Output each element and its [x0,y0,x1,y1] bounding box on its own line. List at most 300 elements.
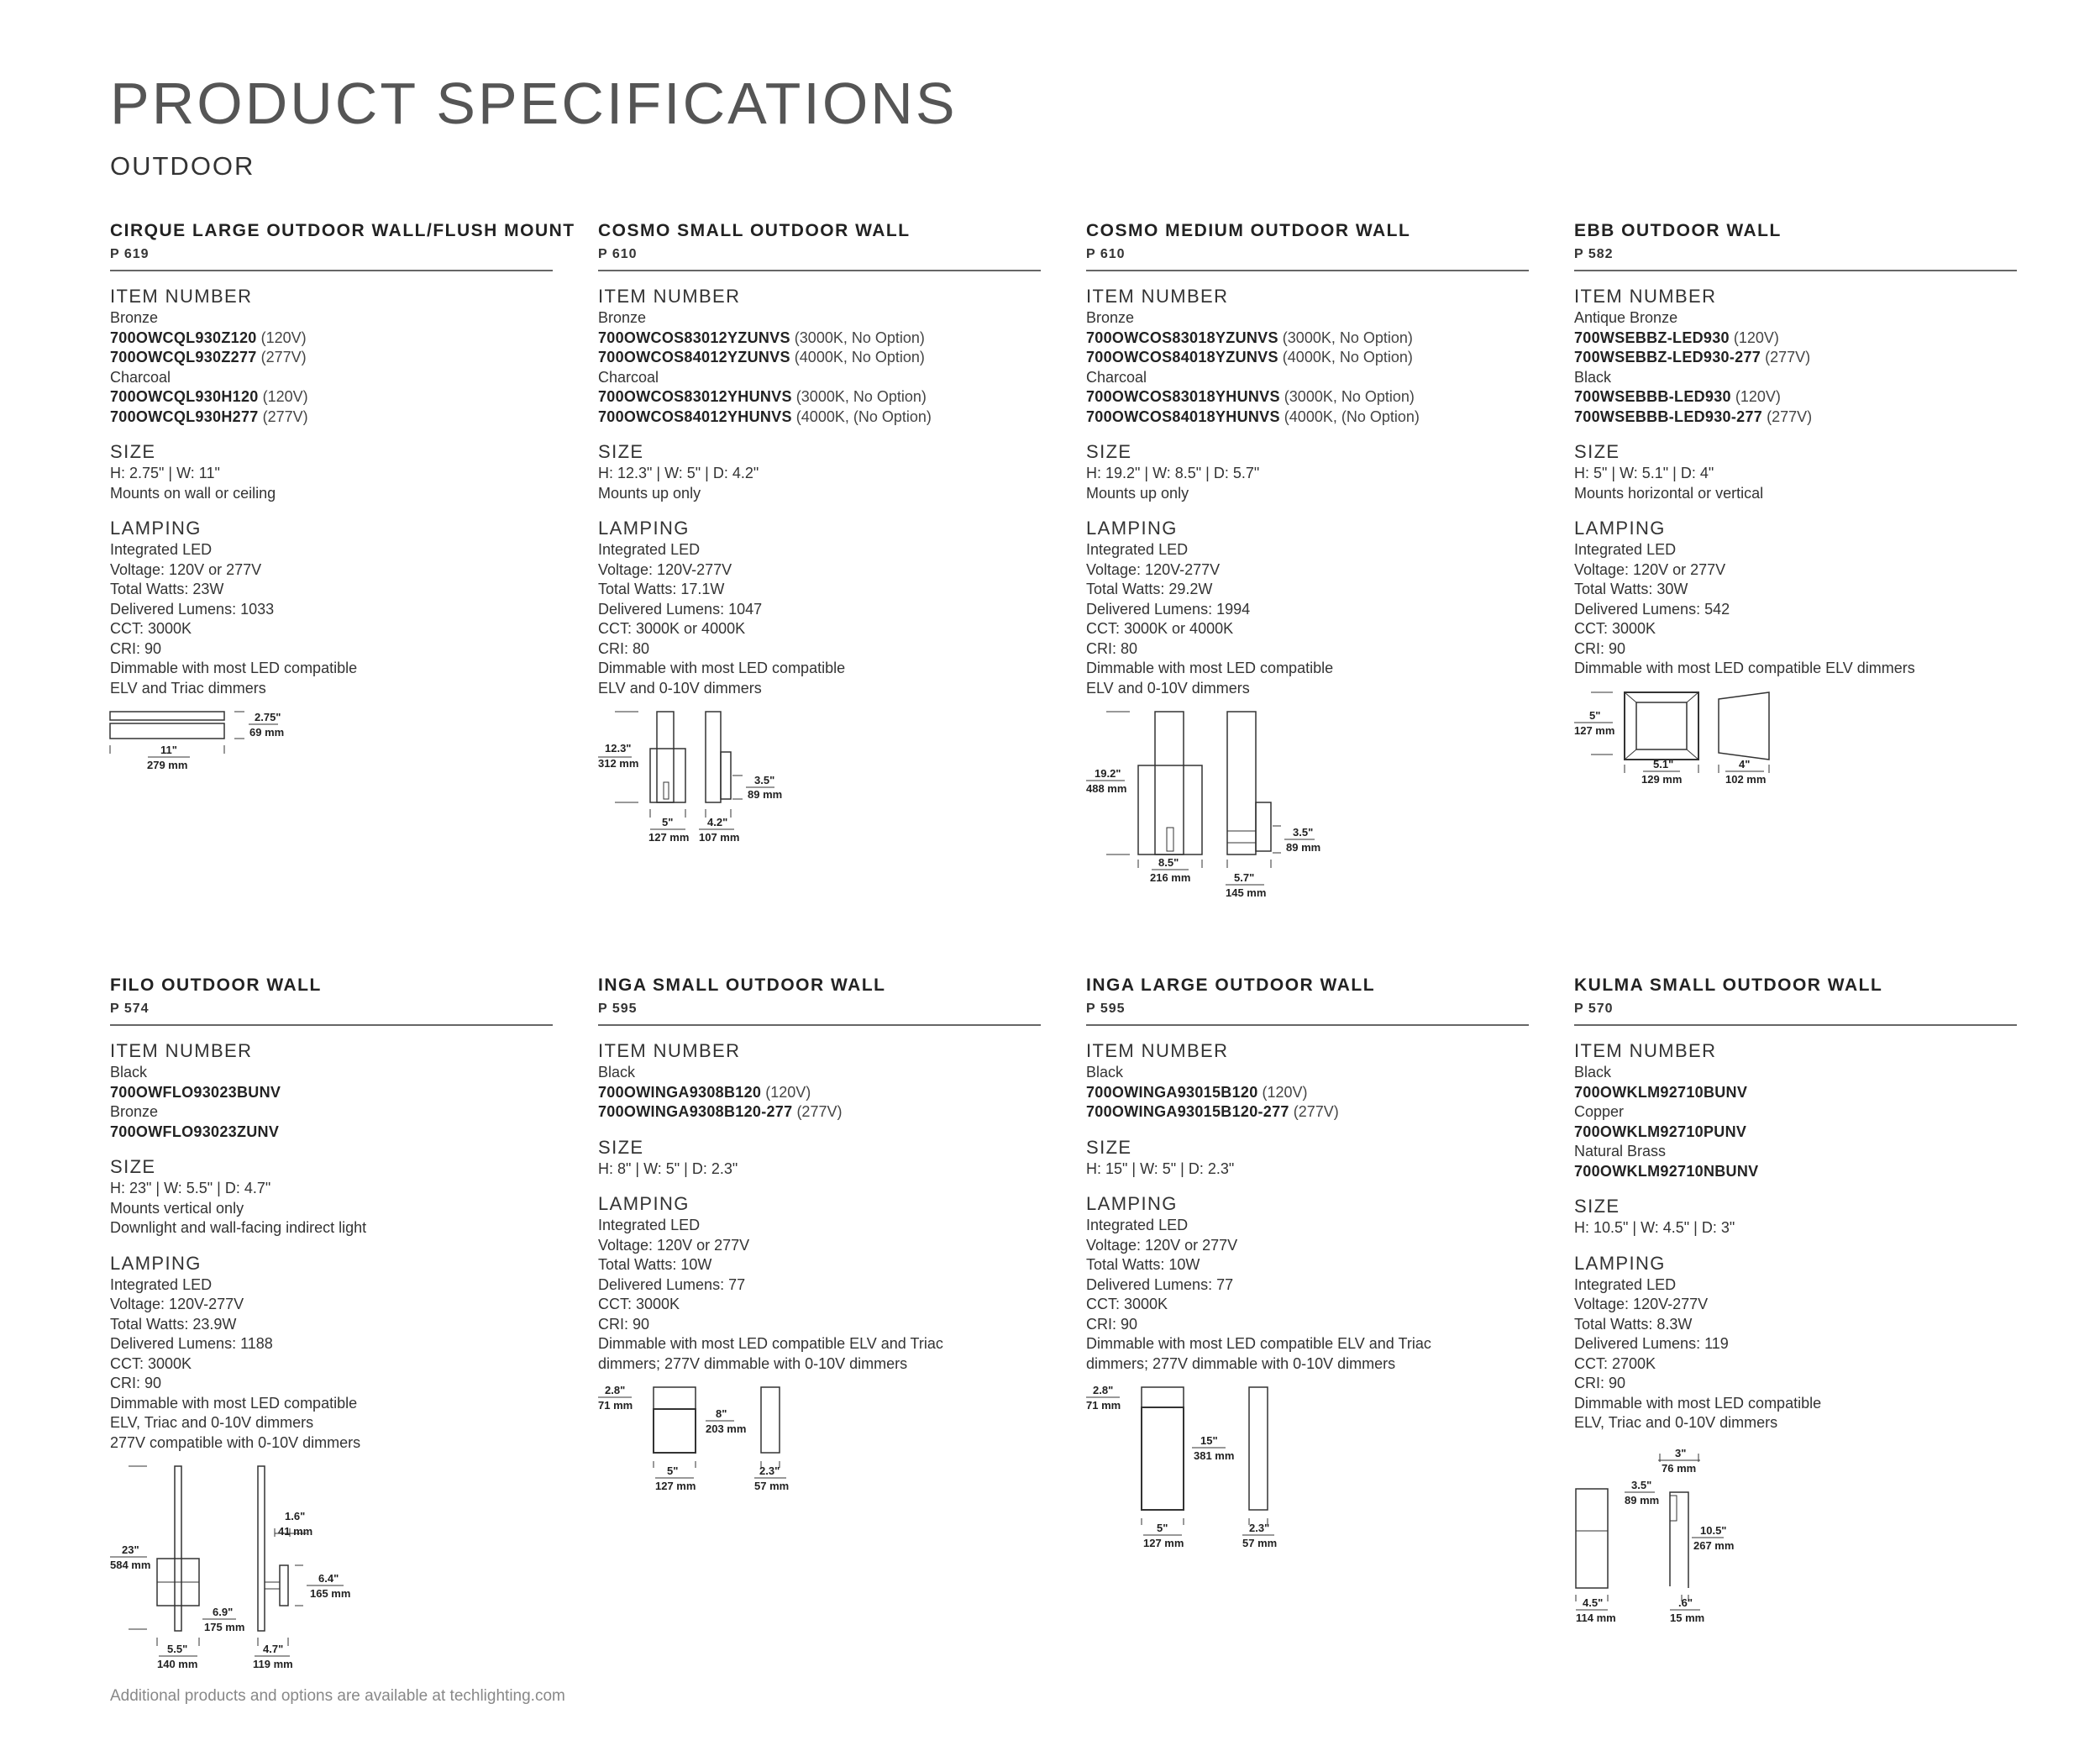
product-card [1086,975,1529,1570]
dimension-diagram [1086,710,1529,903]
size-line: H: 15" | W: 5" | D: 2.3" [1086,1159,1235,1177]
dim-label: 4.7" [263,1643,284,1656]
lamping-line: Dimmable with most LED compatible ELV and Triac [598,1335,943,1353]
lamping-line: Integrated LED [1086,1217,1189,1234]
dim-label: 71 mm [1086,1399,1121,1412]
section-heading: LAMPING [598,1193,690,1215]
dim-label: 216 mm [1150,871,1191,885]
sku-code: 700WSEBBZ-LED930-277 [1574,349,1761,366]
dim-label: 203 mm [706,1422,747,1436]
dimension-diagram [110,710,553,777]
section-heading: SIZE [598,1136,644,1158]
lamping-line: Integrated LED [110,1275,213,1293]
sku-note: (277V) [1762,408,1813,425]
size-line: H: 23" | W: 5.5" | D: 4.7" [110,1180,271,1197]
section-heading: SIZE [598,441,644,463]
finish-label: Bronze [110,309,159,327]
lamping-line: CRI: 90 [1574,1375,1626,1392]
catalog-page-ref: P 595 [598,1002,638,1017]
lamping-line: ELV and 0-10V dimmers [598,679,762,697]
sku-line [110,1123,553,1143]
sku-note: (277V) [256,349,307,366]
sku-line [598,408,1041,428]
dim-label: 127 mm [1574,723,1615,737]
lamping-line: dimmers; 277V dimmable with 0-10V dimmers [1086,1354,1396,1372]
finish-label: Black [598,1064,636,1081]
product-card [1574,220,2017,791]
lamping-line: CRI: 90 [598,1315,650,1333]
size-line: H: 19.2" | W: 8.5" | D: 5.7" [1086,465,1260,482]
item-number-section [110,1039,553,1142]
dim-label: 15 mm [1670,1611,1705,1624]
divider [1574,1024,2017,1026]
lamping-line: ELV, Triac and 0-10V dimmers [110,1414,314,1432]
sku-note: (3000K, No Option) [791,388,927,406]
dim-label: 175 mm [204,1621,245,1634]
divider [598,270,1041,271]
lamping-line: CRI: 80 [598,639,650,657]
lamping-line: Delivered Lumens: 542 [1574,600,1730,618]
section-heading: ITEM NUMBER [1574,286,1717,308]
lamping-line: CCT: 3000K [110,1354,192,1372]
finish-label: Copper [1574,1103,1625,1121]
lamping-line: CCT: 3000K [1086,1296,1168,1313]
dim-label: 41 mm [278,1525,313,1538]
size-line: Downlight and wall-facing indirect light [110,1219,367,1237]
sku-line [1086,387,1529,408]
finish-label: Bronze [110,1103,159,1121]
sku-line [1574,329,2017,349]
lamping-line: Delivered Lumens: 119 [1574,1335,1729,1353]
catalog-page-ref: P 570 [1574,1002,1614,1017]
product-card [110,975,553,1683]
item-number-section [1086,285,1529,427]
lamping-line: CCT: 2700K [1574,1354,1656,1372]
section-heading: LAMPING [110,518,202,539]
product-card [598,220,1041,853]
item-number-section [1574,285,2017,427]
section-heading: ITEM NUMBER [598,286,741,308]
sku-line [1574,348,2017,368]
catalog-page-ref: P 595 [1086,1002,1126,1017]
sku-note: (277V) [792,1103,843,1121]
product-card [598,975,1041,1512]
dim-label: 267 mm [1693,1538,1735,1552]
cosmo-small-dimension-diagram [598,710,816,853]
lamping-line: Voltage: 120V-277V [110,1296,244,1313]
dimension-diagram [598,710,1041,853]
dimension-diagram [110,1464,553,1683]
dim-label: 5" [667,1464,679,1478]
sku-note: (4000K, (No Option) [1279,408,1420,425]
divider [110,1024,553,1026]
section-heading: SIZE [110,1156,156,1178]
fixture-body [1142,1387,1184,1510]
lamping-line: CCT: 3000K [598,1296,680,1313]
dim-label: 19.2" [1095,767,1121,781]
dim-label: 140 mm [157,1658,198,1671]
lamping-line: CCT: 3000K or 4000K [598,620,746,638]
lamping-line: Integrated LED [110,541,213,559]
sku-code: 700OWFLO93023ZUNV [110,1123,280,1140]
dim-label: 10.5" [1700,1523,1727,1537]
sku-note: (120V) [258,388,308,406]
dim-label: 69 mm [249,726,285,739]
sku-line [598,329,1041,349]
lamping-section [1574,517,2017,679]
catalog-page-ref: P 574 [110,1002,150,1017]
sku-code: 700WSEBBB-LED930-277 [1574,408,1763,425]
lamping-line: CCT: 3000K [1574,620,1656,638]
catalog-page-ref: P 610 [598,247,638,262]
product-name: KULMA SMALL OUTDOOR WALL [1574,975,1883,995]
lamping-line: Total Watts: 10W [598,1256,712,1274]
size-section [1086,440,1529,503]
sku-note: (120V) [1729,329,1779,346]
lamping-line: Delivered Lumens: 1047 [598,600,763,618]
sku-line [1574,1123,2017,1143]
sku-note: (277V) [1289,1103,1339,1121]
fixture-body [650,749,685,802]
lamping-line: ELV and 0-10V dimmers [1086,679,1250,697]
dim-label: 119 mm [253,1658,293,1671]
section-heading: SIZE [1086,1136,1132,1158]
finish-label: Black [110,1064,148,1081]
dim-label: 127 mm [655,1480,696,1493]
sku-code: 700OWCOS84012YZUNVS [598,349,790,366]
fixture-backplate [1155,712,1184,854]
lamping-line: Total Watts: 23.9W [110,1315,237,1333]
dim-label: 76 mm [1662,1461,1697,1475]
section-heading: SIZE [110,441,156,463]
fixture-bottom-plate [110,723,224,739]
sku-line [110,387,553,408]
lamping-line: Dimmable with most LED compatible ELV and Triac [1086,1335,1431,1353]
size-line: Mounts up only [598,484,701,502]
lamping-section [1574,1252,2017,1433]
lamping-line: Dimmable with most LED compatible [110,1394,358,1412]
dim-label: 2.8" [1093,1384,1114,1397]
dimension-diagram [598,1386,1041,1512]
sku-note: (120V) [1730,388,1781,406]
dim-label: 312 mm [598,757,639,770]
sku-code: 700OWCOS83018YHUNVS [1086,388,1280,406]
cosmo-medium-dimension-diagram [1086,710,1338,903]
fixture-side-body [1227,712,1256,854]
divider [598,1024,1041,1026]
dim-label: 89 mm [1625,1493,1660,1506]
product-name: INGA SMALL OUTDOOR WALL [598,975,886,995]
sku-note: (3000K, No Option) [1279,388,1415,406]
product-card [1574,975,2017,1647]
dim-label: 5.7" [1234,871,1255,885]
dim-label: 2.8" [605,1384,626,1397]
dim-label: 4.2" [707,816,728,829]
item-number-section [598,285,1041,427]
size-section [598,440,1041,503]
dim-label: 3.5" [1631,1478,1652,1491]
dim-label: 11" [160,744,177,757]
dim-label: 102 mm [1725,772,1767,786]
product-name: COSMO SMALL OUTDOOR WALL [598,221,911,240]
dimension-diagram [1086,1386,1529,1570]
size-line: Mounts horizontal or vertical [1574,484,1764,502]
fixture-side-body [706,712,721,802]
dim-label: 5" [662,816,674,829]
sku-line [598,348,1041,368]
lamping-line: Total Watts: 23W [110,581,224,598]
lamping-line: Total Watts: 29.2W [1086,581,1213,598]
dim-label: 23" [122,1543,139,1557]
product-name: CIRQUE LARGE OUTDOOR WALL/FLUSH MOUNT [110,221,575,240]
dimension-diagram [1574,1445,2017,1647]
divider [110,270,553,271]
fixture-backplate [657,712,674,802]
lamping-line: Dimmable with most LED compatible [1574,1394,1822,1412]
dim-label: 4" [1739,757,1751,770]
lamping-line: CRI: 90 [110,639,162,657]
section-heading: SIZE [1574,1196,1620,1217]
dim-label: 165 mm [310,1587,351,1601]
lamping-line: ELV and Triac dimmers [110,679,266,697]
lamping-line: Voltage: 120V-277V [598,560,732,578]
page-subtitle: OUTDOOR [110,151,255,181]
sku-line [1086,408,1529,428]
dim-label: 488 mm [1086,782,1127,796]
dim-label: 6.9" [213,1606,234,1619]
sku-code: 700OWCQL930Z277 [110,349,257,366]
sku-code: 700OWINGA93015B120 [1086,1083,1258,1101]
section-heading: LAMPING [110,1252,202,1274]
section-heading: ITEM NUMBER [110,1040,253,1062]
dim-label: 1.6" [285,1510,306,1523]
sku-line [110,1083,553,1103]
fixture-side-profile [1670,1492,1688,1588]
item-number-section [1574,1039,2017,1181]
dim-label: 5" [1157,1522,1168,1535]
lamping-line: Voltage: 120V-277V [1086,560,1221,578]
sku-line [1086,1102,1529,1123]
size-line: H: 2.75" | W: 11" [110,465,220,482]
lamping-line: Dimmable with most LED compatible [598,660,846,677]
catalog-page-ref: P 619 [110,247,150,262]
lamping-line: Voltage: 120V-277V [1574,1296,1709,1313]
fixture-lens [1142,1407,1184,1510]
lamping-line: Dimmable with most LED compatible ELV dimmers [1574,660,1915,677]
lamping-section [1086,1192,1529,1374]
sku-code: 700OWKLM92710NBUNV [1574,1162,1759,1180]
lamping-line: CCT: 3000K or 4000K [1086,620,1234,638]
sku-code: 700OWCQL930Z120 [110,329,257,346]
lamping-section [110,1252,553,1454]
fixture-front-inner [1636,702,1687,749]
section-heading: LAMPING [1086,518,1178,539]
item-number-section [110,285,553,427]
dimension-diagram [1574,691,2017,791]
sku-note: (4000K, No Option) [1278,349,1413,366]
sku-code: 700OWCOS84018YHUNVS [1086,408,1280,425]
lamping-section [1086,517,1529,698]
size-line: H: 5" | W: 5.1" | D: 4" [1574,465,1714,482]
lamping-line: Dimmable with most LED compatible [110,660,358,677]
size-line: H: 12.3" | W: 5" | D: 4.2" [598,465,759,482]
section-heading: ITEM NUMBER [1574,1040,1717,1062]
lamping-line: Integrated LED [598,541,701,559]
lamping-line: Dimmable with most LED compatible [1086,660,1334,677]
dim-label: 6.4" [318,1572,339,1585]
sku-line [1574,387,2017,408]
lamping-line: Delivered Lumens: 1033 [110,600,275,618]
dim-label: 5.5" [167,1643,188,1656]
sku-line [1086,348,1529,368]
dim-label: 3.5" [1293,826,1314,839]
dim-label: .6" [1678,1596,1693,1609]
sku-code: 700OWINGA9308B120-277 [598,1103,793,1121]
dim-label: 57 mm [754,1480,790,1493]
sku-note: (120V) [1257,1083,1308,1101]
item-number-section [1086,1039,1529,1123]
sku-line [598,1102,1041,1123]
sku-code: 700OWCOS84018YZUNVS [1086,349,1278,366]
dim-label: 15" [1200,1434,1218,1448]
lamping-line: CRI: 90 [1574,639,1626,657]
dim-label: 8" [716,1407,727,1421]
size-section [1574,1195,2017,1238]
sku-note: (4000K, (No Option) [791,408,932,425]
section-heading: LAMPING [1574,518,1666,539]
lamping-line: Integrated LED [598,1217,701,1234]
size-section [110,1155,553,1238]
dim-label: 114 mm [1576,1611,1616,1624]
cirque-dimension-diagram [110,710,328,777]
fixture-side-rod [258,1466,265,1631]
divider [1086,270,1529,271]
finish-label: Charcoal [598,368,659,386]
sku-code: 700OWKLM92710PUNV [1574,1123,1747,1140]
dim-label: 71 mm [598,1399,633,1412]
sku-note: (3000K, No Option) [1278,329,1413,346]
lamping-line: Total Watts: 10W [1086,1256,1200,1274]
finish-label: Black [1086,1064,1124,1081]
product-name: INGA LARGE OUTDOOR WALL [1086,975,1376,995]
lamping-line: Voltage: 120V or 277V [110,560,262,578]
dim-label: 381 mm [1194,1449,1235,1463]
section-heading: ITEM NUMBER [1086,286,1229,308]
lamping-section [598,1192,1041,1374]
dim-label: 2.3" [1249,1522,1270,1535]
fixture-lens [654,1409,696,1453]
fixture-side-profile [761,1387,780,1453]
sku-code: 700OWKLM92710BUNV [1574,1083,1748,1101]
lamping-line: Total Watts: 17.1W [598,581,725,598]
finish-label: Charcoal [110,368,171,386]
sku-code: 700OWCOS83012YHUNVS [598,388,792,406]
fixture-side-profile [1719,692,1769,760]
sku-code: 700OWCQL930H120 [110,388,259,406]
sku-line [1086,329,1529,349]
item-number-section [598,1039,1041,1123]
kulma-dimension-diagram [1574,1445,1826,1647]
lamping-section [110,517,553,698]
dim-label: 584 mm [110,1559,151,1572]
section-heading: LAMPING [1086,1193,1178,1215]
lamping-line: Integrated LED [1574,1275,1677,1293]
product-name: FILO OUTDOOR WALL [110,975,322,995]
section-heading: SIZE [1574,441,1620,463]
size-section [110,440,553,503]
sku-code: 700OWCQL930H277 [110,408,259,425]
sku-code: 700OWINGA9308B120 [598,1083,762,1101]
dim-label: 5.1" [1653,757,1674,770]
lamping-line: Delivered Lumens: 1188 [110,1335,273,1353]
divider [1086,1024,1529,1026]
dim-label: 127 mm [1143,1537,1184,1550]
sku-code: 700OWINGA93015B120-277 [1086,1103,1289,1121]
sku-line [110,408,553,428]
product-card [110,220,575,777]
dim-label: 8.5" [1158,856,1179,870]
inga-small-dimension-diagram [598,1386,850,1512]
lamping-line: Voltage: 120V or 277V [1086,1236,1238,1254]
dim-label: 89 mm [748,788,783,802]
sku-note: (277V) [1761,349,1811,366]
finish-label: Black [1574,1064,1612,1081]
sku-note: (120V) [761,1083,811,1101]
sku-note: (120V) [256,329,307,346]
lamping-line: Delivered Lumens: 77 [1086,1275,1234,1293]
finish-label: Bronze [1086,309,1135,327]
size-line: Mounts up only [1086,484,1189,502]
footer-note: Additional products and options are available at techlighting.com [110,1687,565,1705]
sku-note: (4000K, No Option) [790,349,925,366]
lamping-line: CRI: 80 [1086,639,1138,657]
lamping-section [598,517,1041,698]
lamping-line: Delivered Lumens: 77 [598,1275,746,1293]
lamping-line: Total Watts: 30W [1574,581,1688,598]
fixture-top-plate [110,712,224,720]
sku-line [1086,1083,1529,1103]
section-heading: SIZE [1086,441,1132,463]
dim-label: 4.5" [1583,1596,1604,1609]
lamping-line: Voltage: 120V or 277V [598,1236,750,1254]
size-line: H: 8" | W: 5" | D: 2.3" [598,1159,738,1177]
lamping-line: ELV, Triac and 0-10V dimmers [1574,1414,1778,1432]
sku-code: 700OWCOS83012YZUNVS [598,329,790,346]
sku-code: 700WSEBBB-LED930 [1574,388,1731,406]
finish-label: Antique Bronze [1574,309,1678,327]
sku-line [1574,1083,2017,1103]
sku-note: (277V) [258,408,308,425]
sku-line [598,1083,1041,1103]
fixture-side-profile [1249,1387,1268,1510]
dim-label: 2.75" [255,711,281,724]
lamping-line: CCT: 3000K [110,620,192,638]
dim-label: 129 mm [1641,772,1683,786]
dim-label: 127 mm [648,831,690,844]
section-heading: ITEM NUMBER [1086,1040,1229,1062]
dim-label: 89 mm [1286,841,1321,854]
sku-code: 700OWCOS83018YZUNVS [1086,329,1278,346]
size-section [1574,440,2017,503]
inga-large-dimension-diagram [1086,1386,1338,1570]
sku-code: 700OWFLO93023BUNV [110,1083,281,1101]
finish-label: Black [1574,368,1612,386]
size-section [598,1136,1041,1180]
dim-label: 145 mm [1226,886,1267,900]
lamping-line: Voltage: 120V or 277V [1574,560,1726,578]
product-name: EBB OUTDOOR WALL [1574,221,1782,240]
finish-label: Bronze [598,309,647,327]
